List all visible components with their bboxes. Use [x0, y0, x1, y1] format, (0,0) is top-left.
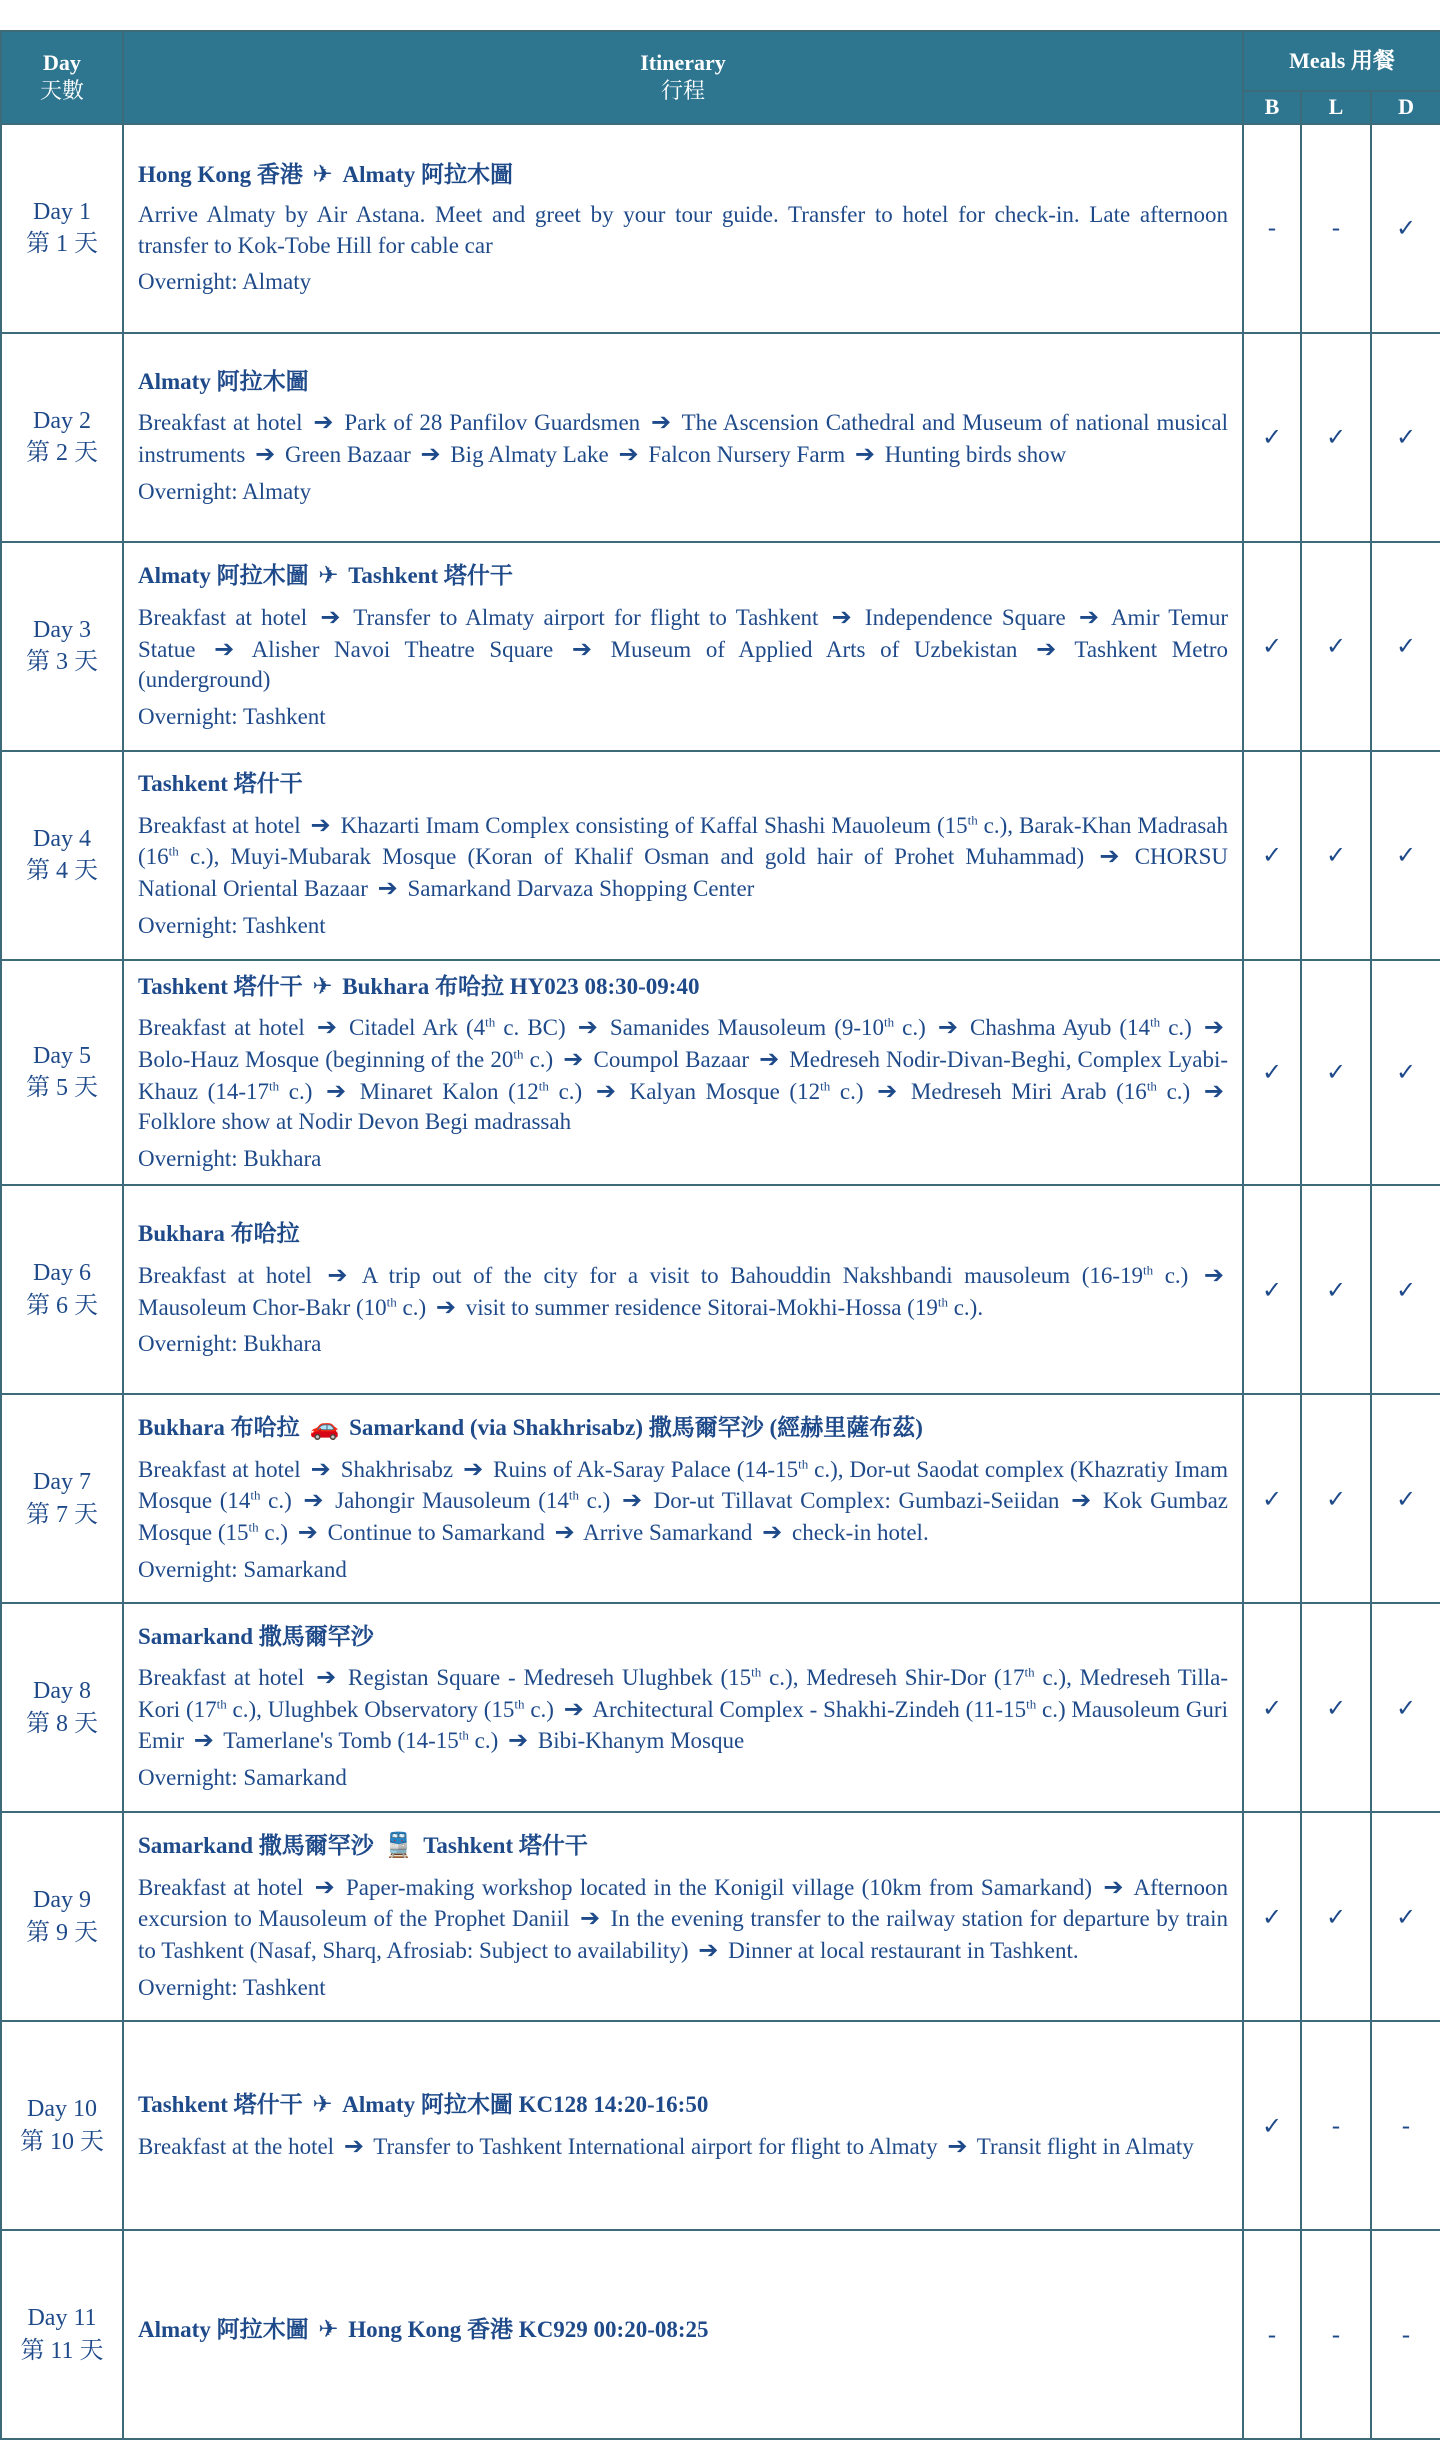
itinerary-cell [123, 124, 1243, 333]
day-description: Breakfast at hotel ➔ Park of 28 Panfilov Guardsmen ➔ The Ascension Cathedral and Museum of national musical instruments ➔ Green Bazaar ➔ Big Almaty Lake ➔ Falcon Nursery Farm ➔ Hunting birds show [138, 407, 1228, 470]
day-label-zh: 第 11 天 [20, 2337, 104, 2364]
day-label-zh: 第 2 天 [26, 440, 98, 467]
day-label-zh: 第 1 天 [26, 231, 98, 258]
overnight-note: Overnight: Bukhara [138, 1145, 322, 1171]
day-title: Hong Kong 香港 ✈ Almaty 阿拉木圖 [138, 159, 1228, 191]
meal-b-mark: - [1243, 2230, 1301, 2439]
day-title: Samarkand 撒馬爾罕沙 [138, 1623, 374, 1649]
day-label-en: Day 6 [33, 1260, 91, 1287]
day-label-en: Day 3 [33, 616, 91, 643]
arrow-icon: ➔ [420, 440, 441, 469]
plane-icon: ✈ [318, 561, 339, 590]
itinerary-header-zh: 行程 [660, 78, 705, 104]
arrow-icon: ➔ [1099, 842, 1120, 871]
arrow-icon: ➔ [563, 1694, 584, 1723]
meal-b-mark: ✓ [1243, 1394, 1301, 1603]
arrow-icon: ➔ [326, 1076, 347, 1105]
day-title: Tashkent 塔什干 [138, 771, 303, 797]
day-title: Almaty 阿拉木圖 ✈ Hong Kong 香港 KC929 00:20-08:25 [138, 2314, 1228, 2346]
plane-icon: ✈ [318, 2314, 339, 2343]
overnight-note: Overnight: Almaty [138, 478, 312, 504]
meals-header: Meals 用餐 [1243, 31, 1440, 91]
overnight-note: Overnight: Tashkent [138, 1974, 326, 2000]
overnight-note: Overnight: Almaty [138, 269, 312, 295]
day-label-zh: 第 4 天 [26, 858, 98, 885]
meal-b-mark: ✓ [1243, 1812, 1301, 2021]
itinerary-cell [123, 2230, 1243, 2439]
meal-d-mark: ✓ [1371, 542, 1440, 751]
arrow-icon: ➔ [214, 634, 235, 663]
day-label-en: Day 2 [33, 407, 91, 434]
arrow-icon: ➔ [316, 1662, 337, 1691]
day-label-en: Day 11 [27, 2305, 97, 2332]
arrow-icon: ➔ [571, 634, 592, 663]
meal-b-mark: ✓ [1243, 1185, 1301, 1394]
day-label-cell [1, 960, 123, 1185]
itinerary-cell [123, 751, 1243, 960]
meal-d-mark: ✓ [1371, 1812, 1440, 2021]
arrow-icon: ➔ [698, 1935, 719, 1964]
day-label-zh: 第 10 天 [20, 2128, 104, 2155]
meal-d-mark: ✓ [1371, 333, 1440, 542]
meal-l-mark: ✓ [1301, 751, 1371, 960]
arrow-icon: ➔ [759, 1044, 780, 1073]
meal-b-mark: ✓ [1243, 1603, 1301, 1812]
arrow-icon: ➔ [463, 1454, 484, 1483]
day-description: Breakfast at hotel ➔ Citadel Ark (4th c. BC) ➔ Samanides Mausoleum (9-10th c.) ➔ Chashma Ayub (14th c.) ➔ Bolo-Hauz Mosque (beginning of the 20th c.) ➔ Coumpol Bazaar ➔ Medreseh Nodir-Divan-Beghi, Complex Lyabi-Khauz (14-17th c.) ➔ Minaret Kalon (12th c.) ➔ Kalyan Mosque (12th c.) ➔ Medreseh Miri Arab (16th c.) ➔ Folklore show at Nodir Devon Begi madrassah [138, 1013, 1229, 1135]
day-description: Breakfast at hotel ➔ Transfer to Almaty airport for flight to Tashkent ➔ Independence Square ➔ Amir Temur Statue ➔ Alisher Navoi Theatre Square ➔ Museum of Applied Arts of Uzbekistan ➔ Tashkent Metro (underground) [138, 602, 1228, 693]
day-title: Almaty 阿拉木圖 ✈ Tashkent 塔什干 [138, 560, 1228, 592]
itinerary-table [0, 30, 1440, 2440]
day-label-cell [1, 542, 123, 751]
itinerary-cell [123, 1603, 1243, 1812]
itinerary-cell [123, 1812, 1243, 2021]
day-label-cell [1, 1394, 123, 1603]
arrow-icon: ➔ [435, 1292, 457, 1321]
arrow-icon: ➔ [1103, 1872, 1124, 1901]
arrow-icon: ➔ [651, 408, 672, 437]
day-label-en: Day 10 [27, 2096, 97, 2123]
meal-b-mark: ✓ [1243, 333, 1301, 542]
day-label-zh: 第 3 天 [26, 649, 98, 676]
itinerary-cell [123, 1185, 1243, 1394]
day-row [1, 2021, 1440, 2230]
day-row [1, 2230, 1440, 2439]
arrow-icon: ➔ [577, 1013, 598, 1042]
meal-d-header: D [1371, 91, 1440, 124]
meal-d-mark: ✓ [1371, 751, 1440, 960]
day-label-cell [1, 333, 123, 542]
meal-l-header: L [1301, 91, 1371, 124]
overnight-note: Overnight: Samarkand [138, 1556, 347, 1582]
meal-l-mark: ✓ [1301, 1603, 1371, 1812]
plane-icon: ✈ [312, 2089, 333, 2118]
day-description: Breakfast at hotel ➔ A trip out of the city for a visit to Bahouddin Nakshbandi mausoleum (16-19th c.) ➔ Mausoleum Chor-Bakr (10th c.) ➔ visit to summer residence Sitorai-Mokhi-Hossa (19th c.). [138, 1260, 1228, 1323]
day-title: Bukhara 布哈拉 🚗 Samarkand (via Shakhrisabz) 撒馬爾罕沙 (經赫里薩布茲) [138, 1412, 1228, 1444]
overnight-note: Overnight: Tashkent [138, 912, 326, 938]
day-row [1, 1812, 1440, 2021]
day-label-cell [1, 2230, 123, 2439]
day-description: Arrive Almaty by Air Astana. Meet and greet by your tour guide. Transfer to hotel for check-in. Late afternoon transfer to Kok-Tobe Hill for cable car [138, 202, 1228, 258]
arrow-icon: ➔ [310, 1454, 331, 1483]
itinerary-cell [123, 542, 1243, 751]
arrow-icon: ➔ [1203, 1013, 1224, 1042]
day-row [1, 1394, 1440, 1603]
arrow-icon: ➔ [762, 1517, 783, 1546]
day-title: Almaty 阿拉木圖 [138, 369, 309, 395]
arrow-icon: ➔ [618, 440, 639, 469]
meal-b-mark: ✓ [1243, 751, 1301, 960]
day-title: Samarkand 撒馬爾罕沙 🚆 Tashkent 塔什干 [138, 1830, 1228, 1862]
arrow-icon: ➔ [320, 602, 341, 631]
itinerary-cell [123, 1394, 1243, 1603]
overnight-note: Overnight: Tashkent [138, 703, 326, 729]
meal-d-mark: - [1371, 2230, 1440, 2439]
day-header [1, 31, 123, 124]
day-label-en: Day 4 [33, 825, 91, 852]
arrow-icon: ➔ [314, 1872, 335, 1901]
day-label-cell [1, 124, 123, 333]
day-label-en: Day 5 [33, 1042, 91, 1069]
arrow-icon: ➔ [313, 408, 334, 437]
arrow-icon: ➔ [595, 1076, 616, 1105]
day-description: Breakfast at hotel ➔ Registan Square - Medreseh Ulughbek (15th c.), Medreseh Shir-Dor (17th c.), Medreseh Tilla-Kori (17th c.), Ulughbek Observatory (15th c.) ➔ Architectural Complex - Shakhi-Zindeh (11-15th c.) Mausoleum Guri Emir ➔ Tamerlane's Tomb (14-15th c.) ➔ Bibi-Khanym Mosque [138, 1662, 1228, 1757]
plane-icon: ✈ [312, 159, 333, 188]
day-label-zh: 第 5 天 [26, 1075, 98, 1102]
meal-b-mark: ✓ [1243, 542, 1301, 751]
meal-b-mark: ✓ [1243, 960, 1301, 1185]
day-label-cell [1, 2021, 123, 2230]
arrow-icon: ➔ [255, 440, 276, 469]
day-label-zh: 第 7 天 [26, 1501, 98, 1528]
meal-l-mark: - [1301, 2230, 1371, 2439]
arrow-icon: ➔ [1036, 634, 1057, 663]
arrow-icon: ➔ [580, 1904, 601, 1933]
arrow-icon: ➔ [327, 1260, 348, 1289]
meal-b-mark: - [1243, 124, 1301, 333]
arrow-icon: ➔ [877, 1076, 898, 1105]
arrow-icon: ➔ [1071, 1486, 1092, 1515]
arrow-icon: ➔ [316, 1013, 337, 1042]
arrow-icon: ➔ [1203, 1260, 1224, 1289]
day-label-cell [1, 751, 123, 960]
day-label-en: Day 9 [33, 1887, 91, 1914]
arrow-icon: ➔ [1203, 1076, 1224, 1105]
day-title: Tashkent 塔什干 ✈ Bukhara 布哈拉 HY023 08:30-09:40 [138, 971, 1228, 1003]
day-row [1, 542, 1440, 751]
meal-d-mark: ✓ [1371, 1603, 1440, 1812]
meal-l-mark: ✓ [1301, 1185, 1371, 1394]
arrow-icon: ➔ [937, 1013, 958, 1042]
arrow-icon: ➔ [343, 2131, 364, 2160]
arrow-icon: ➔ [193, 1726, 214, 1755]
meal-d-mark: ✓ [1371, 1185, 1440, 1394]
meal-b-header: B [1243, 91, 1301, 124]
arrow-icon: ➔ [831, 602, 852, 631]
day-title: Bukhara 布哈拉 [138, 1221, 300, 1247]
car-icon: 🚗 [309, 1412, 340, 1441]
meal-l-mark: ✓ [1301, 1394, 1371, 1603]
arrow-icon: ➔ [303, 1486, 324, 1515]
day-description: Breakfast at the hotel ➔ Transfer to Tashkent International airport for flight to Almaty ➔ Transit flight in Almaty [138, 2131, 1228, 2163]
meal-d-mark: - [1371, 2021, 1440, 2230]
itinerary-cell [123, 2021, 1243, 2230]
day-label-en: Day 1 [33, 198, 91, 225]
meal-d-mark: ✓ [1371, 124, 1440, 333]
meal-l-mark: ✓ [1301, 333, 1371, 542]
itinerary-header-en: Itinerary [640, 49, 726, 75]
meal-l-mark: ✓ [1301, 1812, 1371, 2021]
day-title: Tashkent 塔什干 ✈ Almaty 阿拉木圖 KC128 14:20-16:50 [138, 2089, 1228, 2121]
day-row [1, 124, 1440, 333]
day-row [1, 751, 1440, 960]
day-label-en: Day 7 [33, 1469, 91, 1496]
day-row [1, 1185, 1440, 1394]
arrow-icon: ➔ [563, 1044, 584, 1073]
arrow-icon: ➔ [947, 2131, 968, 2160]
day-label-zh: 第 9 天 [26, 1919, 98, 1946]
day-row [1, 960, 1440, 1185]
day-description: Breakfast at hotel ➔ Khazarti Imam Complex consisting of Kaffal Shashi Mauoleum (15th c.), Barak-Khan Madrasah (16th c.), Muyi-Mubarak Mosque (Koran of Khalif Osman and gold hair of Prohet Muhammad) ➔ CHORSU National Oriental Bazaar ➔ Samarkand Darvaza Shopping Center [138, 810, 1228, 905]
day-header-en: Day [43, 49, 81, 75]
arrow-icon: ➔ [310, 810, 331, 839]
day-label-en: Day 8 [33, 1678, 91, 1705]
itinerary-cell [123, 333, 1243, 542]
meal-l-mark: - [1301, 2021, 1371, 2230]
plane-icon: ✈ [312, 971, 333, 1000]
day-row [1, 1603, 1440, 1812]
overnight-note: Overnight: Bukhara [138, 1331, 322, 1357]
train-icon: 🚆 [383, 1830, 414, 1859]
day-label-cell [1, 1603, 123, 1812]
arrow-icon: ➔ [1078, 602, 1100, 631]
meal-d-mark: ✓ [1371, 1394, 1440, 1603]
meal-d-mark: ✓ [1371, 960, 1440, 1185]
day-label-zh: 第 6 天 [26, 1292, 98, 1319]
arrow-icon: ➔ [377, 873, 398, 902]
day-row [1, 333, 1440, 542]
arrow-icon: ➔ [854, 440, 875, 469]
overnight-note: Overnight: Samarkand [138, 1765, 347, 1790]
day-label-cell [1, 1185, 123, 1394]
arrow-icon: ➔ [508, 1726, 529, 1755]
day-header-zh: 天數 [39, 78, 84, 104]
arrow-icon: ➔ [297, 1517, 318, 1546]
meal-b-mark: ✓ [1243, 2021, 1301, 2230]
itinerary-cell [123, 960, 1243, 1185]
day-label-cell [1, 1812, 123, 2021]
meal-l-mark: ✓ [1301, 960, 1371, 1185]
day-label-zh: 第 8 天 [26, 1710, 98, 1737]
arrow-icon: ➔ [554, 1517, 575, 1546]
meal-l-mark: ✓ [1301, 542, 1371, 751]
arrow-icon: ➔ [621, 1486, 643, 1515]
day-description: Breakfast at hotel ➔ Paper-making workshop located in the Konigil village (10km from Samarkand) ➔ Afternoon excursion to Mausoleum of the Prophet Daniil ➔ In the evening transfer to the railway station for departure by train to Tashkent (Nasaf, Sharq, Afrosiab: Subject to availability) ➔ Dinner at local restaurant in Tashkent. [138, 1872, 1228, 1967]
day-description: Breakfast at hotel ➔ Shakhrisabz ➔ Ruins of Ak-Saray Palace (14-15th c.), Dor-ut Saodat complex (Khazratiy Imam Mosque (14th c.) ➔ Jahongir Mausoleum (14th c.) ➔ Dor-ut Tillavat Complex: Gumbazi-Seiidan ➔ Kok Gumbaz Mosque (15th c.) ➔ Continue to Samarkand ➔ Arrive Samarkand ➔ check-in hotel. [138, 1454, 1228, 1549]
itinerary-header [123, 31, 1243, 124]
meal-l-mark: - [1301, 124, 1371, 333]
